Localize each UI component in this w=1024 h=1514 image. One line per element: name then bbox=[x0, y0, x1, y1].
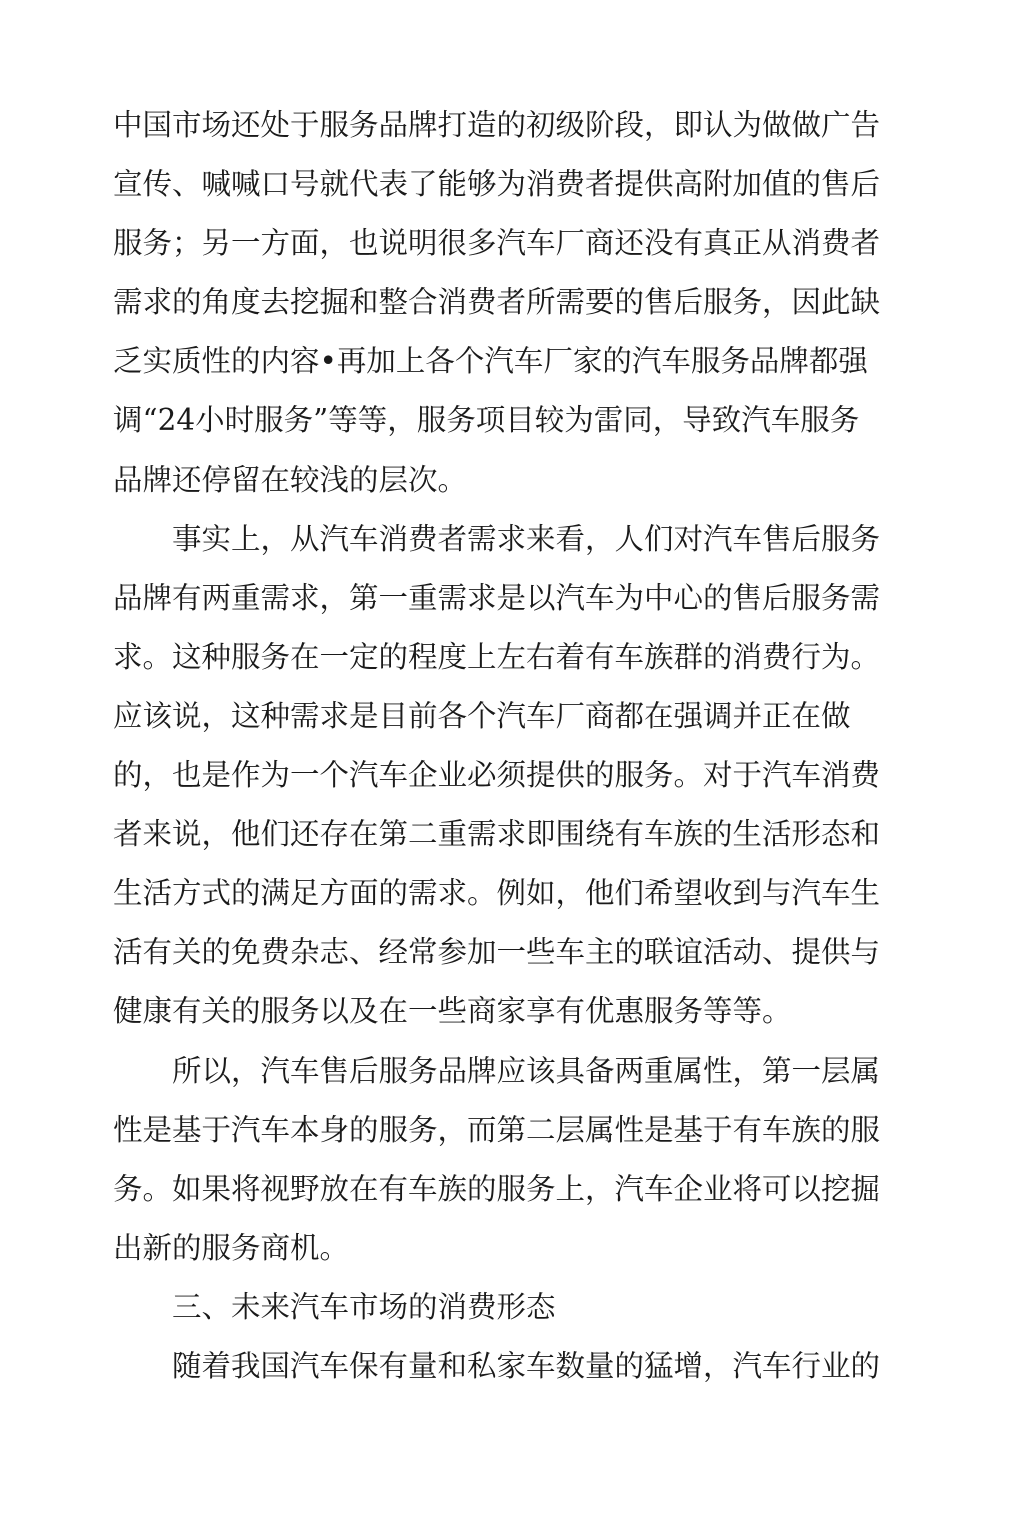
text-line: 应该说，这种需求是目前各个汽车厂商都在强调并正在做 bbox=[113, 698, 851, 733]
text-line: 的，也是作为一个汽车企业必须提供的服务。对于汽车消费 bbox=[113, 758, 881, 793]
text-line: 活有关的免费杂志、经常参加一些车主的联谊活动、提供与 bbox=[113, 935, 881, 970]
paragraph-start-line: 随着我国汽车保有量和私家车数量的猛增，汽车行业的 bbox=[172, 1348, 881, 1383]
paragraph-start-line: 所以，汽车售后服务品牌应该具备两重属性，第一层属 bbox=[172, 1053, 881, 1088]
text-line: 生活方式的满足方面的需求。例如，他们希望收到与汽车生 bbox=[113, 876, 881, 911]
body-text bbox=[113, 96, 893, 1396]
section-heading: 三、未来汽车市场的消费形态 bbox=[172, 1289, 556, 1324]
text-line: 乏实质性的内容•再加上各个汽车厂家的汽车服务品牌都强 bbox=[113, 344, 868, 379]
text-line: 求。这种服务在一定的程度上左右着有车族群的消费行为。 bbox=[113, 639, 881, 674]
text-line: 需求的角度去挖掘和整合消费者所需要的售后服务，因此缺 bbox=[113, 285, 881, 320]
paragraph-start-line: 事实上，从汽车消费者需求来看，人们对汽车售后服务 bbox=[172, 521, 881, 556]
text-line: 服务；另一方面，也说明很多汽车厂商还没有真正从消费者 bbox=[113, 226, 881, 261]
text-line: 出新的服务商机。 bbox=[113, 1230, 350, 1265]
text-line: 务。如果将视野放在有车族的服务上，汽车企业将可以挖掘 bbox=[113, 1171, 881, 1206]
text-line: 宣传、喊喊口号就代表了能够为消费者提供高附加值的售后 bbox=[113, 167, 881, 202]
text-line: 调“24小时服务”等等，服务项目较为雷同，导致汽车服务 bbox=[113, 403, 860, 438]
text-line: 性是基于汽车本身的服务，而第二层属性是基于有车族的服 bbox=[113, 1112, 881, 1147]
text-line: 中国市场还处于服务品牌打造的初级阶段，即认为做做广告 bbox=[113, 108, 881, 142]
text-line: 者来说，他们还存在第二重需求即围绕有车族的生活形态和 bbox=[113, 817, 881, 852]
text-line: 品牌还停留在较浅的层次。 bbox=[113, 462, 468, 497]
text-line: 品牌有两重需求，第一重需求是以汽车为中心的售后服务需 bbox=[113, 580, 881, 615]
text-line: 健康有关的服务以及在一些商家享有优惠服务等等。 bbox=[113, 994, 792, 1029]
